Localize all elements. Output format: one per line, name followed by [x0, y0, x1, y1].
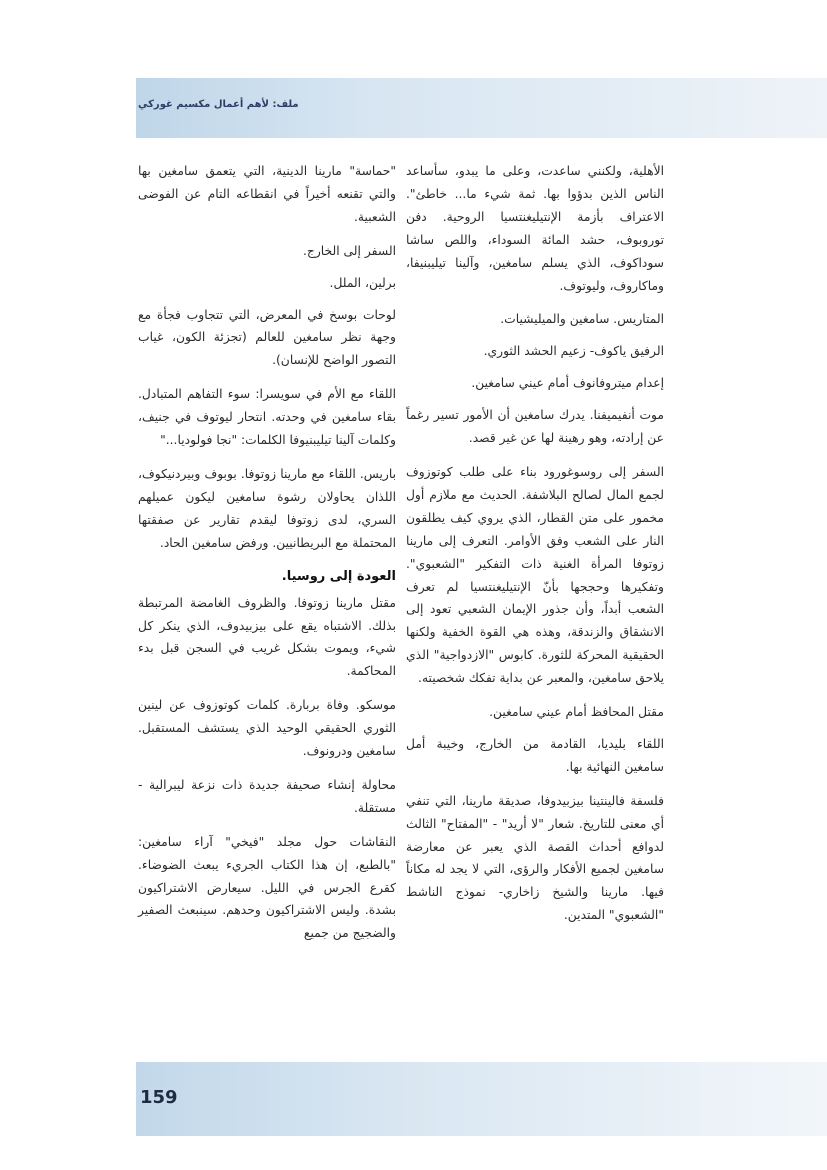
paragraph: لوحات بوسخ في المعرض، التي تتجاوب فجأة مع وجهة نظر سامغين للعالم (تجزئة الكون، غياب التصور الواضح للإنسان). [138, 307, 396, 368]
paragraph: إعدام ميتروفانوف أمام عيني سامغين. [471, 376, 664, 391]
page-number: 159 [140, 1087, 178, 1108]
paragraph: برلين، الملل. [329, 275, 396, 290]
paragraph: اللقاء بليديا، القادمة من الخارج، وخيبة أمل سامغين النهائية بها. [406, 736, 664, 774]
paragraph: الرفيق ياكوف- زعيم الحشد الثوري. [483, 344, 664, 359]
paragraph: اللقاء مع الأم في سويسرا: سوء التفاهم المتبادل. بقاء سامغين في وحدته. انتحار ليوتوف في جنيف، وكلمات آلينا تيليبنيوفا الكلمات: "نجا فولوديا..." [138, 387, 396, 448]
header [136, 78, 336, 138]
paragraph: موت أنفيميفنا. يدرك سامغين أن الأمور تسير رغماً عن إرادته، وهو رهينة لها عن غير قصد. [406, 408, 664, 446]
paragraph: السفر إلى الخارج. [302, 243, 396, 258]
paragraph: مقتل المحافظ أمام عيني سامغين. [489, 705, 664, 720]
paragraph: موسكو. وفاة بربارة. كلمات كوتوزوف عن لينين الثوري الحقيقي الوحيد الذي يستشف المستقبل. سامغين ودرونوف. [138, 698, 396, 759]
paragraph: محاولة إنشاء صحيفة جديدة ذات نزعة ليبرالية - مستقلة. [138, 777, 396, 815]
footer-band [136, 1062, 827, 1136]
paragraph: مقتل مارينا زوتوفا. والظروف الغامضة المرتبطة بذلك. الاشتباه يقع على بيزبيدوف، الذي ينكر كل شيء، ويموت بشكل غريب في السجن قبل بدء المحاكمة. [138, 595, 396, 679]
right-column [406, 160, 664, 938]
section-heading: العودة إلى روسيا. [281, 568, 396, 584]
paragraph: النقاشات حول مجلد "فيخي" آراء سامغين: "بالطبع، إن هذا الكتاب الجريء يبعث الضوضاء. كقرع الجرس في الليل. سيعارض الاشتراكيون بشدة. وليس الاشتراكيون وحدهم. سينبعث الصفير والضجيج من جميع [138, 834, 396, 941]
left-column [138, 160, 396, 956]
paragraph: الأهلية، ولكنني ساعدت، وعلى ما يبدو، سأساعد الناس الذين بدؤوا بها. ثمة شيء ما... خاطئ". الاعتراف بأزمة الإنتيليغنتسيا الروحية. دفن توروبوف، حشد المائة السوداء، واللص ساشا سوداكوف، الذي يسلم سامغين، وآلينا تيليبنيفا، وماكاروف، وليوتوف. [406, 164, 664, 293]
running-header-title: ملف: لأهم أعمال مكسيم غوركي [138, 99, 299, 110]
paragraph: فلسفة فالينتينا بيزبيدوفا، صديقة مارينا، التي تنفي أي معنى للتاريخ. شعار "لا أريد" - "المفتاح" الثالث لدوافع أحداث القصة الذي يعبر عن معارضة سامغين لجميع الأفكار والرؤى، التي لا يجد له مكاناً فيها. مارينا والشيخ زاخاري- نموذج الناشط "الشعبوي" المتدين. [406, 793, 664, 923]
paragraph: السفر إلى روسوغورود بناء على طلب كوتوزوف لجمع المال لصالح البلاشفة. الحديث مع ملازم أول مخمور على متن القطار، الذي يروي كيف يطلقون النار على الشعب وفق الأوامر. التعرف إلى مارينا زوتوفا المرأة الغنية ذات التفكير "الشعبوي". وتفكيرها وحججها بأنّ الإنتيليغنتسيا لم تعرف الشعب أبداً، وأن جذور الإيمان الشعبي تعود إلى الانشقاق والزندقة، وهذه هي القوة الخفية ولكنها الحقيقية المحركة للثورة. كابوس "الازدواجية" الذي يلاحق سامغين، والمعبر عن بداية تفكك شخصيته. [406, 464, 664, 686]
paragraph: المتاريس. سامغين والميليشيات. [500, 312, 664, 327]
paragraph: باريس. اللقاء مع مارينا زوتوفا. بوبوف وبيردنيكوف، اللذان يحاولان رشوة سامغين ليكون عميلهم السري، لدى زوتوفا ليقدم تقارير عن صفقتها المحتملة مع البريطانيين. ورفض سامغين الحاد. [138, 466, 396, 550]
paragraph: "حماسة" مارينا الدينية، التي يتعمق سامغين بها والتي تقنعه أخيراً في انقطاعه التام عن الفوضى الشعبية. [138, 164, 396, 224]
